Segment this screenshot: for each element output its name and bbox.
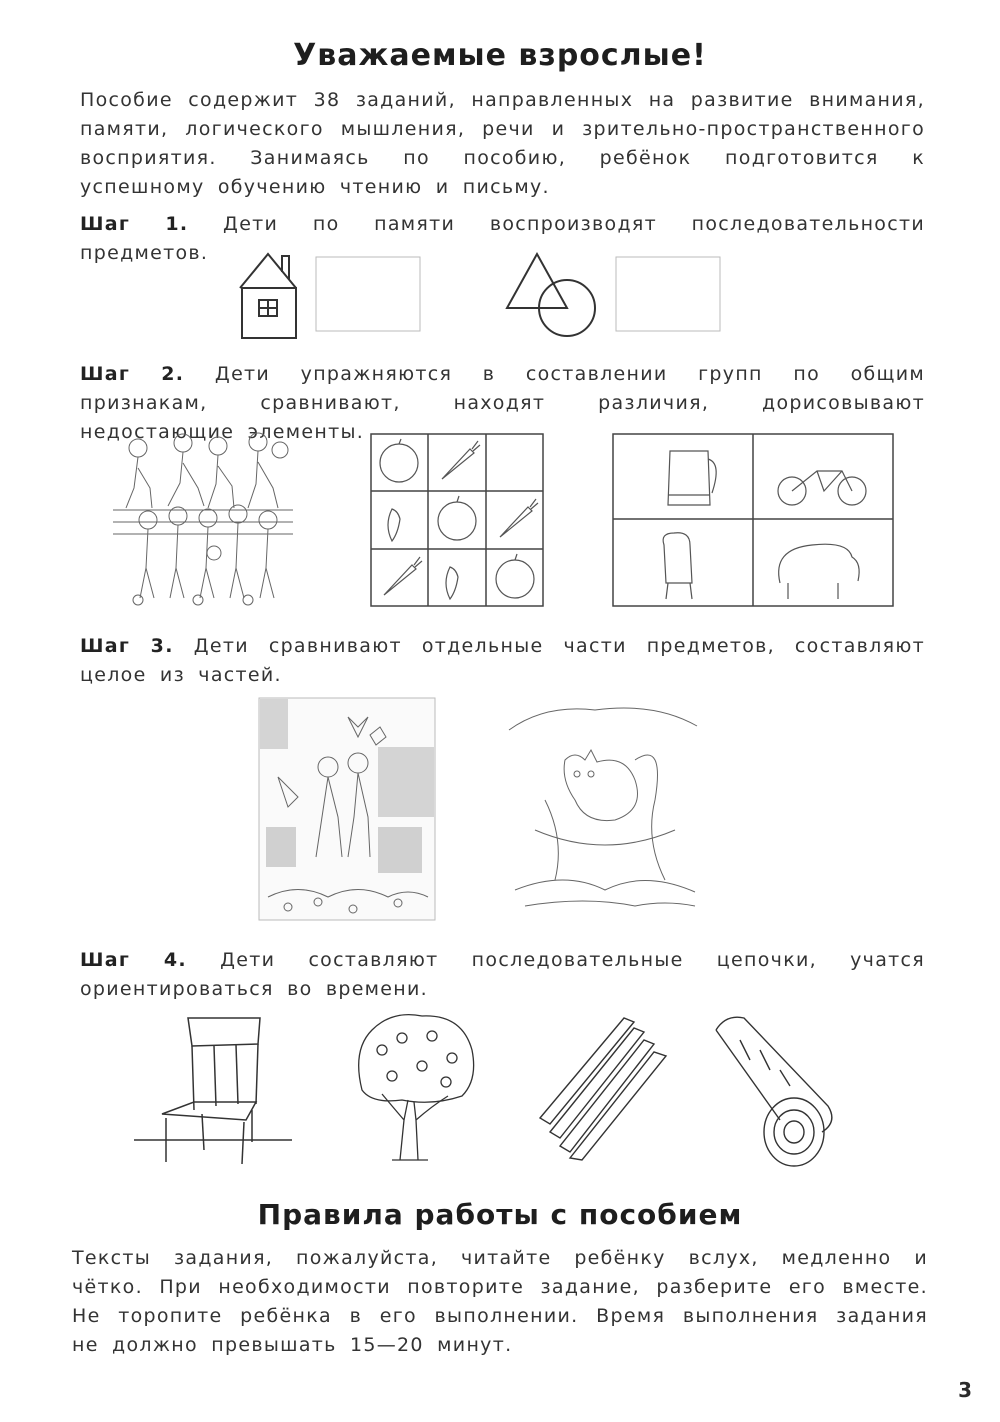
rules-paragraph: [72, 1244, 928, 1360]
chair-drawing: [132, 1014, 294, 1166]
step-4: [80, 946, 925, 1004]
intro-paragraph: [80, 86, 925, 202]
step-2-text: Дети упражняются в составлении групп по общим признакам, сравнивают, находят различия, дорисовывают недостающие элементы.: [80, 363, 926, 443]
planks-drawing: [538, 1010, 670, 1160]
tree-drawing: [352, 1010, 478, 1168]
step-2-label: Шаг 2.: [80, 363, 185, 385]
log-drawing: [710, 1010, 836, 1168]
children-group-picture: [108, 428, 298, 608]
step-1: [80, 210, 925, 268]
page-heading: Уважаемые взрослые!: [293, 38, 707, 73]
step-3: [80, 632, 925, 690]
step-1-text: Дети по памяти воспроизводят последовательности предметов.: [80, 213, 925, 264]
step-3-label: Шаг 3.: [80, 635, 174, 657]
children-meadow-picture: [258, 697, 436, 921]
cat-tree-picture: [505, 700, 701, 912]
step-3-text: Дети сравнивают отдельные части предметов, составляют целое из частей.: [80, 635, 925, 686]
rules-text: Тексты задания, пожалуйста, читайте ребёнку вслух, медленно и чётко. При необходимости повторите задание, разберите его вместе. Не торопите ребёнка в его выполнении. Время выполнения задания не должно превышать 15—20 минут.: [72, 1247, 928, 1356]
empty-box-2: [614, 255, 722, 333]
rules-heading: Правила работы с пособием: [257, 1198, 743, 1231]
intro-text: Пособие содержит 38 заданий, направленных на развитие внимания, памяти, логического мышления, речи и зрительно-пространственного восприятия. Занимаясь по пособию, ребёнок подготовится к успешному обучению чтению и письму.: [80, 89, 925, 198]
objects-grid: [612, 433, 894, 609]
fruit-vegetable-grid: [370, 433, 546, 609]
empty-box-1: [314, 255, 422, 333]
step-4-label: Шаг 4.: [80, 949, 187, 971]
page-number: 3: [958, 1378, 972, 1402]
triangle-circle-drawing: [505, 250, 605, 340]
step-1-label: Шаг 1.: [80, 213, 189, 235]
house-drawing: [236, 250, 301, 342]
step-4-text: Дети составляют последовательные цепочки, учатся ориентироваться во времени.: [80, 949, 925, 1000]
